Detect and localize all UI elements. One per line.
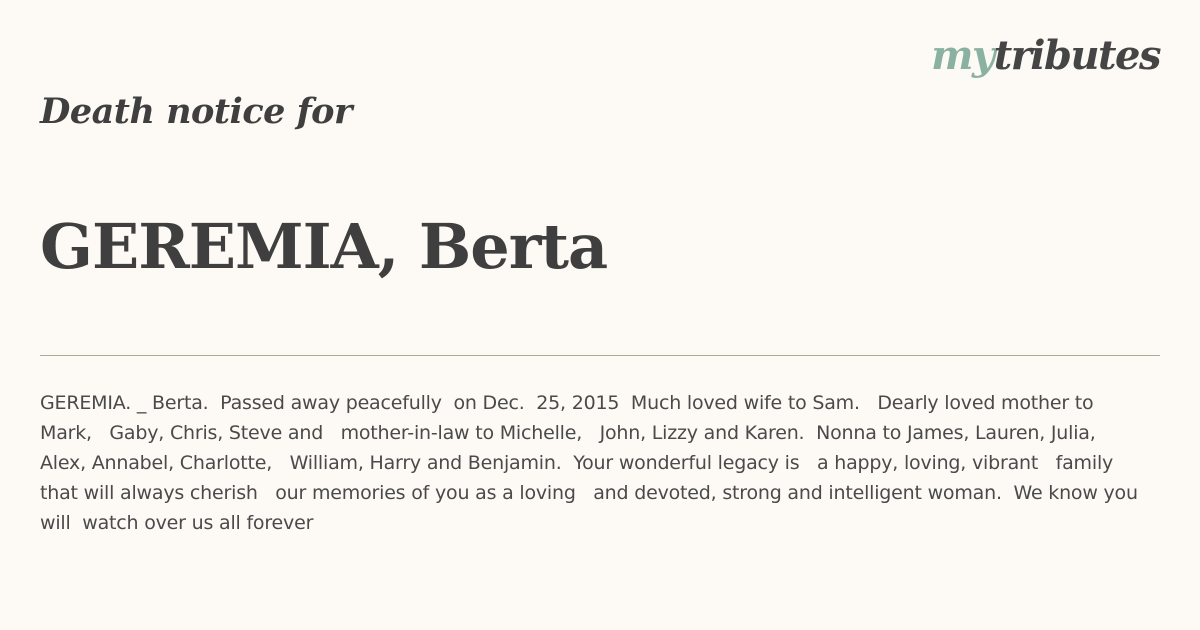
deceased-name: GEREMIA, Berta — [40, 210, 608, 283]
logo-prefix: my — [931, 32, 994, 79]
notice-label: Death notice for — [40, 91, 352, 132]
mytributes-logo[interactable] — [931, 32, 1160, 79]
notice-body-text: GEREMIA. _ Berta. Passed away peacefully on Dec. 25, 2015 Much loved wife to Sam. Dearly loved mother to Mark, Gaby, Chris, Steve and mother-in-law to Michelle, John, Lizzy and Karen. Nonna to James, Lauren, Julia, Alex, Annabel, Charlotte, William, Harry and Benjamin. Your wonderful legacy is a happy, loving, vibrant family that will always cherish our memories of you as a loving and devoted, strong and intelligent woman. We know you will watch over us all forever — [40, 392, 1144, 534]
logo-suffix: tributes — [993, 32, 1160, 79]
divider — [40, 355, 1160, 356]
